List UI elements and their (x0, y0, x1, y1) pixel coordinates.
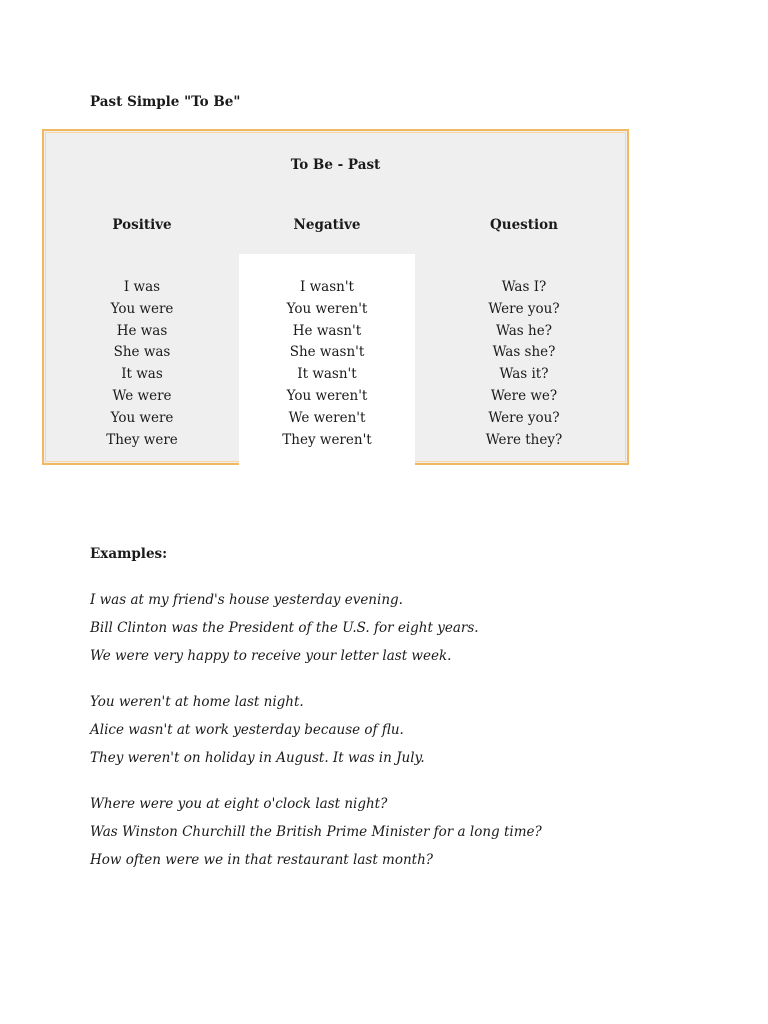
negative-row: We weren't (288, 409, 366, 426)
negative-column (259, 277, 395, 451)
positive-row: We were (112, 387, 172, 404)
question-row: Was he? (496, 322, 552, 339)
positive-row: He was (116, 322, 168, 339)
example-sentence: Alice wasn't at work yesterday because of flu. (90, 722, 404, 738)
question-row: Was she? (492, 344, 556, 361)
positive-row: They were (106, 431, 178, 448)
positive-row: You were (110, 300, 174, 317)
positive-row: You were (110, 409, 174, 426)
negative-header: Negative (293, 217, 361, 233)
example-sentence: Was Winston Churchill the British Prime Minister for a long time? (90, 824, 542, 840)
document-title: Past Simple "To Be" (90, 94, 241, 110)
negative-row: They weren't (282, 431, 372, 448)
example-sentence: Bill Clinton was the President of the U.S. for eight years. (90, 620, 479, 636)
question-row: Were you? (488, 300, 560, 317)
example-sentence: How often were we in that restaurant last month? (90, 852, 434, 868)
question-column (464, 277, 584, 451)
example-sentence: You weren't at home last night. (90, 694, 304, 710)
question-row: Was I? (501, 279, 547, 295)
negative-examples (90, 688, 425, 772)
negative-row: He wasn't (292, 322, 362, 339)
positive-row: I was (123, 279, 161, 295)
positive-header: Positive (112, 217, 172, 233)
examples-label: Examples: (90, 546, 168, 562)
negative-row: I wasn't (300, 279, 354, 295)
question-row: Were you? (488, 409, 560, 426)
example-sentence: They weren't on holiday in August. It was in July. (90, 750, 425, 766)
example-sentence: I was at my friend's house yesterday evening. (90, 592, 403, 608)
negative-row: She wasn't (289, 344, 365, 361)
positive-examples (90, 586, 479, 670)
question-row: Were they? (485, 431, 563, 448)
positive-row: She was (113, 344, 171, 361)
question-header: Question (490, 217, 558, 233)
question-row: Were we? (490, 387, 558, 404)
example-sentence: We were very happy to receive your letter last week. (90, 648, 452, 664)
table-heading: To Be - Past (290, 157, 381, 173)
conjugation-table (42, 129, 629, 465)
positive-row: It was (121, 366, 163, 383)
question-row: Was it? (499, 366, 549, 383)
positive-column (82, 277, 202, 451)
example-sentence: Where were you at eight o'clock last night? (90, 796, 388, 812)
question-examples (90, 790, 542, 874)
negative-row: You weren't (286, 387, 368, 404)
negative-row: It wasn't (297, 366, 357, 383)
negative-row: You weren't (286, 300, 368, 317)
